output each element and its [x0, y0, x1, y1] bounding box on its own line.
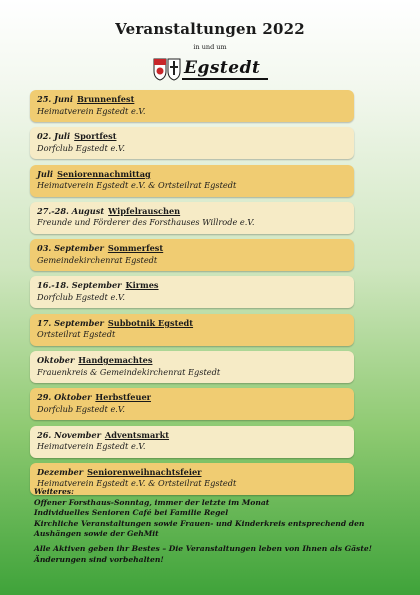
- closing-line: Änderungen sind vorbehalten!: [34, 554, 164, 564]
- event-date: Oktober: [37, 355, 75, 366]
- further-info: [34, 487, 394, 565]
- event-card: [30, 202, 354, 234]
- event-name: Handgemachtes: [78, 355, 153, 366]
- event-card: [30, 351, 354, 383]
- event-name: Adventsmarkt: [104, 429, 170, 440]
- event-date: Juli: [37, 168, 54, 179]
- event-date: 02. Juli: [37, 131, 71, 142]
- event-date: 03. September: [37, 243, 104, 254]
- event-card: [30, 314, 354, 346]
- event-organizer: Freunde und Förderer des Forsthauses Willrode e.V.: [37, 217, 255, 228]
- event-organizer: Heimatverein Egstedt e.V. & Ortsteilrat Egstedt: [37, 478, 237, 489]
- event-name: Seniorenweihnachtsfeier: [87, 466, 202, 477]
- event-name: Brunnenfest: [76, 94, 135, 104]
- event-name: Sportfest: [74, 131, 117, 142]
- closing-line: Alle Aktiven geben ihr Bestes – Die Veranstaltungen leben von Ihnen als Gäste!: [34, 543, 372, 553]
- event-organizer: Ortsteilrat Egstedt: [37, 329, 116, 340]
- event-name: Seniorennachmittag: [57, 168, 151, 179]
- event-organizer: Dorfclub Egstedt e.V.: [37, 291, 125, 302]
- further-info-heading: Weiteres:: [34, 487, 74, 496]
- event-card: [30, 426, 354, 458]
- page-title: Veranstaltungen 2022: [115, 20, 305, 38]
- event-organizer: Heimatverein Egstedt e.V.: [37, 441, 146, 452]
- event-date: 26. November: [37, 429, 101, 440]
- event-organizer: Heimatverein Egstedt e.V. & Ortsteilrat Egstedt: [37, 180, 237, 191]
- egstedt-logo: [152, 54, 272, 84]
- event-organizer: Dorfclub Egstedt e.V.: [37, 403, 125, 414]
- event-organizer: Dorfclub Egstedt e.V.: [37, 142, 125, 153]
- event-name: Subbotnik Egstedt: [107, 317, 194, 328]
- further-info-line: Offener Forsthaus-Sonntag, immer der letzte im Monat: [34, 497, 270, 507]
- event-date: 27.-28. August: [37, 205, 105, 216]
- event-date: 25. Juni: [37, 94, 73, 104]
- event-card: [30, 276, 354, 308]
- coat-of-arms-icon: [152, 56, 182, 82]
- further-info-line: Individuelles Senioren Café bei Familie Regel: [34, 508, 229, 518]
- logo-wordmark: Egstedt: [184, 58, 261, 78]
- event-name: Wipfelrauschen: [108, 205, 181, 216]
- event-date: 29. Oktober: [37, 392, 92, 403]
- event-date: 16.-18. September: [37, 280, 122, 291]
- event-date: 17. September: [37, 317, 104, 328]
- event-card: [30, 239, 354, 271]
- event-name: Herbstfeuer: [95, 392, 151, 403]
- logo-underline: [182, 78, 268, 80]
- page-subtitle: in und um: [193, 43, 227, 51]
- event-organizer: Gemeindekirchenrat Egstedt: [37, 254, 158, 265]
- event-organizer: Frauenkreis & Gemeindekirchenrat Egstedt: [37, 366, 221, 377]
- event-organizer: Heimatverein Egstedt e.V.: [37, 105, 146, 116]
- event-date: Dezember: [37, 466, 84, 477]
- event-card: [30, 388, 354, 420]
- event-name: Sommerfest: [107, 243, 164, 254]
- event-list: [30, 90, 354, 500]
- event-name: Kirmes: [125, 280, 159, 291]
- further-info-line: Kirchliche Veranstaltungen sowie Frauen- und Kinderkreis entsprechend den Aushängen sowie der GehMit: [34, 518, 365, 539]
- event-card: [30, 165, 354, 197]
- event-card: [30, 90, 354, 122]
- event-card: [30, 127, 354, 159]
